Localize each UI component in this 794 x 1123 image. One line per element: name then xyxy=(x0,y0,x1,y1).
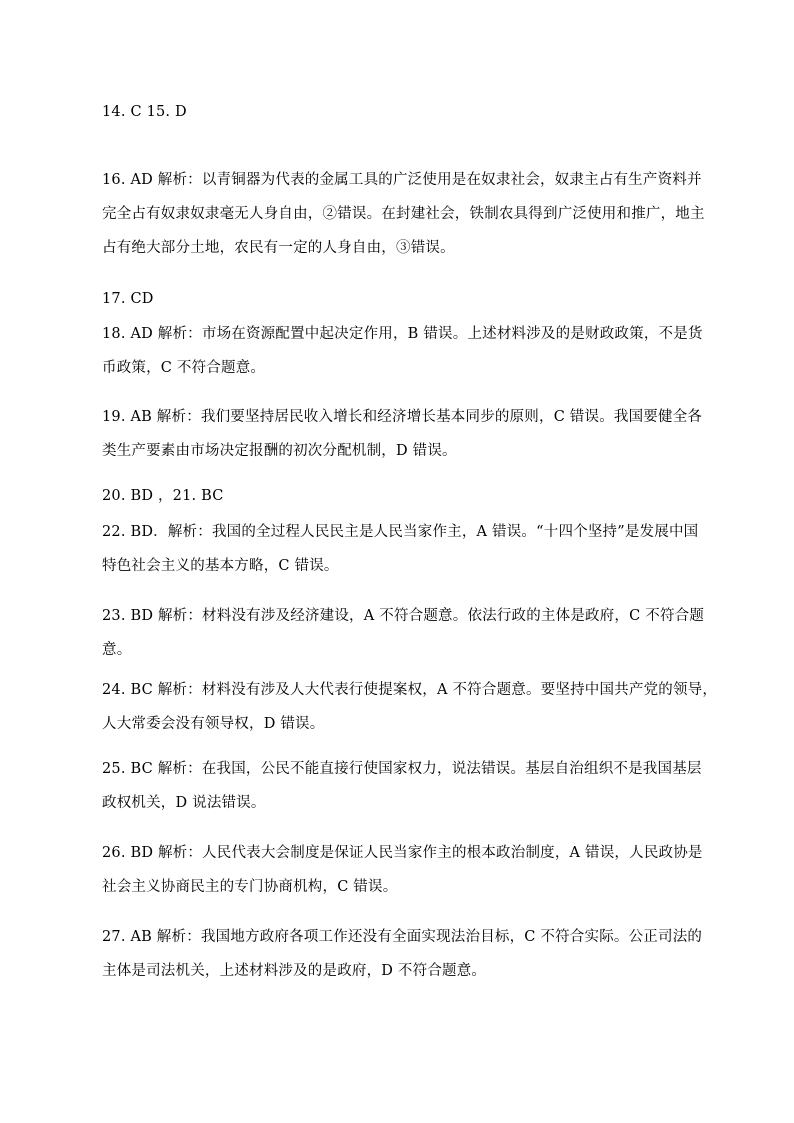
text-line: 完全占有奴隶奴隶毫无人身自由，②错误。在封建社会，铁制农具得到广泛使用和推广，地主 xyxy=(102,206,705,222)
answer-19 xyxy=(102,400,722,468)
answer-14-15 xyxy=(102,95,722,129)
text-line: 20. BD ，21. BC xyxy=(102,488,224,504)
answer-26 xyxy=(102,836,722,904)
answer-22 xyxy=(102,515,722,583)
text-line: 25. BC 解析：在我国，公民不能直接行使国家权力，说法错误。基层自治组织不是我国基层 xyxy=(102,761,702,777)
text-line: 社会主义协商民主的专门协商机构，C 错误。 xyxy=(102,879,398,895)
text-line: 人大常委会没有领导权，D 错误。 xyxy=(102,716,325,732)
text-line: 类生产要素由市场决定报酬的初次分配机制，D 错误。 xyxy=(102,443,457,459)
answer-23 xyxy=(102,599,722,667)
text-line: 主体是司法机关，上述材料涉及的是政府，D 不符合题意。 xyxy=(102,963,487,979)
answer-25 xyxy=(102,752,722,820)
text-line: 政权机关，D 说法错误。 xyxy=(102,795,266,811)
answer-17 xyxy=(102,282,722,316)
text-line: 22. BD．解析：我国的全过程人民民主是人民当家作主，A 错误。“十四个坚持”是发展中国 xyxy=(102,524,699,540)
text-line: 意。 xyxy=(102,642,132,658)
answer-20-21 xyxy=(102,479,722,513)
text-line: 24. BC 解析：材料没有涉及人大代表行使提案权，A 不符合题意。要坚持中国共产党的领导， xyxy=(102,682,718,698)
text-line: 16. AD 解析：以青铜器为代表的金属工具的广泛使用是在奴隶社会，奴隶主占有生产资料并 xyxy=(102,172,702,188)
text-line: 币政策，C 不符合题意。 xyxy=(102,360,266,376)
answer-27 xyxy=(102,920,722,988)
answer-18 xyxy=(102,317,722,385)
text-line: 19. AB 解析：我们要坚持居民收入增长和经济增长基本同步的原则，C 错误。我国要健全各 xyxy=(102,409,703,425)
text-line: 17. CD xyxy=(102,291,154,307)
text-line: 18. AD 解析：市场在资源配置中起决定作用，B 错误。上述材料涉及的是财政政策，不是货 xyxy=(102,326,703,342)
text-line: 特色社会主义的基本方略，C 错误。 xyxy=(102,558,339,574)
text-line: 26. BD 解析：人民代表大会制度是保证人民当家作主的根本政治制度，A 错误，人民政协是 xyxy=(102,845,703,861)
text-line: 占有绝大部分土地，农民有一定的人身自由，③错误。 xyxy=(102,240,455,256)
text-line: 27. AB 解析：我国地方政府各项工作还没有全面实现法治目标，C 不符合实际。公正司法的 xyxy=(102,929,703,945)
answer-16 xyxy=(102,163,722,265)
text-line: 14. C 15. D xyxy=(102,104,187,120)
answer-24 xyxy=(102,673,722,741)
text-line: 23. BD 解析：材料没有涉及经济建设，A 不符合题意。依法行政的主体是政府，C 不符合题 xyxy=(102,608,705,624)
